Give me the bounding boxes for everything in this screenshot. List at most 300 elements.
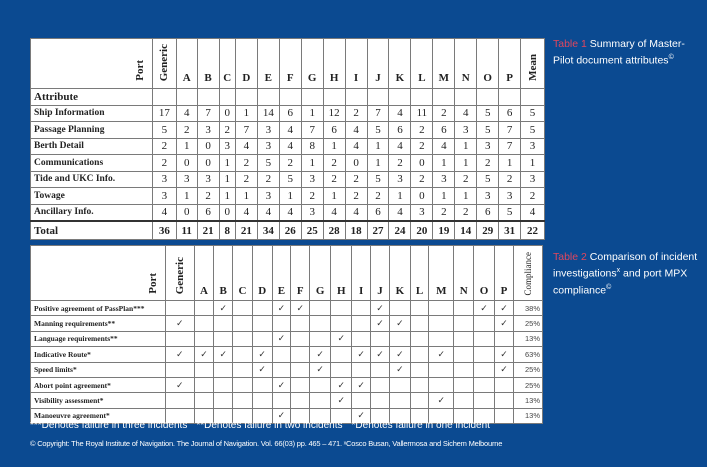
table-row xyxy=(31,122,545,139)
value-cell: 3 xyxy=(153,171,177,188)
empty-cell xyxy=(323,89,345,106)
value-cell: 2 xyxy=(499,171,521,188)
caption-text: Comparison of incident investigations xyxy=(553,251,698,280)
column-header: E xyxy=(272,246,291,301)
empty-cell xyxy=(252,377,272,392)
check-icon: ✓ xyxy=(389,316,410,331)
value-cell: 27 xyxy=(367,221,389,240)
value-cell: 5 xyxy=(477,105,499,122)
empty-cell xyxy=(371,362,390,377)
table-row xyxy=(31,188,545,205)
value-cell: 14 xyxy=(257,105,279,122)
row-label: Ship Information xyxy=(31,105,153,122)
value-cell: 0 xyxy=(219,204,235,221)
caption-label: Table 2 xyxy=(553,251,587,263)
value-cell: 3 xyxy=(257,188,279,205)
value-cell: 12 xyxy=(323,105,345,122)
check-icon: ✓ xyxy=(495,347,514,362)
value-cell: 25 xyxy=(301,221,323,240)
value-cell: 4 xyxy=(279,204,301,221)
value-cell: 22 xyxy=(521,221,545,240)
value-cell: 5 xyxy=(499,204,521,221)
check-icon: ✓ xyxy=(495,362,514,377)
value-cell: 1 xyxy=(455,188,477,205)
empty-cell xyxy=(454,347,474,362)
value-cell: 2 xyxy=(433,204,455,221)
value-cell: 1 xyxy=(323,188,345,205)
empty-cell xyxy=(410,393,428,408)
empty-cell xyxy=(429,301,454,316)
value-cell: 2 xyxy=(389,155,411,172)
check-icon: ✓ xyxy=(331,377,352,392)
check-icon: ✓ xyxy=(252,362,272,377)
table-1-caption xyxy=(553,37,703,68)
empty-cell xyxy=(279,89,301,106)
value-cell: 2 xyxy=(455,171,477,188)
value-cell: 6 xyxy=(389,122,411,139)
value-cell: 3 xyxy=(257,122,279,139)
value-cell: 7 xyxy=(235,122,257,139)
empty-cell xyxy=(252,331,272,346)
empty-cell xyxy=(371,393,390,408)
table-row xyxy=(31,347,543,362)
value-cell: 17 xyxy=(153,105,177,122)
value-cell: 3 xyxy=(477,138,499,155)
empty-cell xyxy=(389,301,410,316)
value-cell: 3 xyxy=(197,171,219,188)
check-icon: ✓ xyxy=(194,347,214,362)
empty-cell xyxy=(499,89,521,106)
column-header: N xyxy=(455,39,477,89)
empty-cell xyxy=(310,301,331,316)
check-icon: ✓ xyxy=(272,377,291,392)
column-header: O xyxy=(477,39,499,89)
value-cell: 2 xyxy=(521,188,545,205)
row-label: Total xyxy=(31,221,153,240)
table-row xyxy=(31,204,545,221)
check-icon: ✓ xyxy=(252,347,272,362)
table-1-header-row xyxy=(31,39,545,89)
empty-cell xyxy=(454,362,474,377)
value-cell: 2 xyxy=(219,122,235,139)
table-2-body xyxy=(31,301,543,424)
empty-cell xyxy=(521,89,545,106)
value-cell: 1 xyxy=(235,105,257,122)
check-icon: ✓ xyxy=(214,301,233,316)
value-cell: 6 xyxy=(323,122,345,139)
value-cell: 2 xyxy=(257,171,279,188)
table-row xyxy=(31,155,545,172)
value-cell: 1 xyxy=(219,171,235,188)
value-cell: 5 xyxy=(257,155,279,172)
column-header: J xyxy=(371,246,390,301)
compliance-value: 25% xyxy=(514,362,543,377)
value-cell: 7 xyxy=(499,122,521,139)
caption-label: Table 1 xyxy=(553,38,587,50)
check-icon: ✓ xyxy=(166,316,195,331)
empty-cell xyxy=(272,316,291,331)
total-row xyxy=(31,221,545,240)
empty-cell xyxy=(214,393,233,408)
value-cell: 2 xyxy=(235,171,257,188)
empty-cell xyxy=(352,393,371,408)
row-label: Communications xyxy=(31,155,153,172)
compliance-value: 13% xyxy=(514,393,543,408)
empty-cell xyxy=(410,362,428,377)
empty-cell xyxy=(371,377,390,392)
value-cell: 7 xyxy=(301,122,323,139)
empty-cell xyxy=(389,89,411,106)
table-2-container xyxy=(30,245,543,424)
empty-cell xyxy=(194,301,214,316)
value-cell: 2 xyxy=(345,171,367,188)
value-cell: 14 xyxy=(455,221,477,240)
empty-cell xyxy=(233,347,253,362)
column-header: B xyxy=(214,246,233,301)
row-label: Berth Detail xyxy=(31,138,153,155)
empty-cell xyxy=(410,377,428,392)
empty-cell xyxy=(367,89,389,106)
column-header: C xyxy=(219,39,235,89)
empty-cell xyxy=(410,301,428,316)
empty-cell xyxy=(454,393,474,408)
table-2-header-row xyxy=(31,246,543,301)
empty-cell xyxy=(474,393,495,408)
column-header: Mean xyxy=(521,39,545,89)
empty-cell xyxy=(166,331,195,346)
value-cell: 7 xyxy=(499,138,521,155)
value-cell: 1 xyxy=(176,188,197,205)
column-header: J xyxy=(367,39,389,89)
value-cell: 6 xyxy=(477,204,499,221)
empty-cell xyxy=(233,362,253,377)
empty-cell xyxy=(474,362,495,377)
caption-superscript: © xyxy=(668,54,674,61)
empty-cell xyxy=(389,377,410,392)
value-cell: 5 xyxy=(521,122,545,139)
table-2 xyxy=(30,245,543,424)
row-label: Manning requirements** xyxy=(31,316,166,331)
check-icon: ✓ xyxy=(310,347,331,362)
empty-cell xyxy=(331,316,352,331)
value-cell: 11 xyxy=(176,221,197,240)
column-header: O xyxy=(474,246,495,301)
value-cell: 36 xyxy=(153,221,177,240)
value-cell: 3 xyxy=(219,138,235,155)
check-icon: ✓ xyxy=(389,362,410,377)
value-cell: 3 xyxy=(301,204,323,221)
check-icon: ✓ xyxy=(272,408,291,423)
row-label: Indicative Route* xyxy=(31,347,166,362)
empty-cell xyxy=(429,316,454,331)
value-cell: 5 xyxy=(153,122,177,139)
check-icon: ✓ xyxy=(495,301,514,316)
check-icon: ✓ xyxy=(272,301,291,316)
empty-cell xyxy=(233,316,253,331)
value-cell: 1 xyxy=(219,155,235,172)
empty-cell xyxy=(233,393,253,408)
value-cell: 7 xyxy=(197,105,219,122)
caption-superscript: x xyxy=(616,267,621,274)
empty-cell xyxy=(235,89,257,106)
value-cell: 3 xyxy=(389,171,411,188)
value-cell: 1 xyxy=(279,188,301,205)
empty-cell xyxy=(411,89,433,106)
empty-cell xyxy=(454,316,474,331)
value-cell: 8 xyxy=(301,138,323,155)
empty-cell xyxy=(252,301,272,316)
empty-cell xyxy=(352,331,371,346)
value-cell: 4 xyxy=(257,204,279,221)
value-cell: 0 xyxy=(411,188,433,205)
empty-cell xyxy=(233,301,253,316)
table-row xyxy=(31,105,545,122)
empty-cell xyxy=(166,393,195,408)
value-cell: 0 xyxy=(176,204,197,221)
value-cell: 2 xyxy=(345,188,367,205)
value-cell: 4 xyxy=(389,138,411,155)
value-cell: 1 xyxy=(367,138,389,155)
value-cell: 3 xyxy=(176,171,197,188)
value-cell: 0 xyxy=(197,155,219,172)
column-header: L xyxy=(410,246,428,301)
column-header: F xyxy=(291,246,310,301)
column-header: H xyxy=(331,246,352,301)
empty-cell xyxy=(219,89,235,106)
value-cell: 1 xyxy=(235,188,257,205)
table-2-caption xyxy=(553,250,703,297)
empty-cell xyxy=(291,316,310,331)
value-cell: 4 xyxy=(389,105,411,122)
empty-cell xyxy=(352,362,371,377)
check-icon: ✓ xyxy=(371,316,390,331)
compliance-value: 25% xyxy=(514,316,543,331)
column-header: K xyxy=(389,39,411,89)
value-cell: 1 xyxy=(367,155,389,172)
value-cell: 4 xyxy=(279,138,301,155)
value-cell: 4 xyxy=(345,122,367,139)
check-icon: ✓ xyxy=(495,316,514,331)
value-cell: 4 xyxy=(323,204,345,221)
check-icon: ✓ xyxy=(291,301,310,316)
row-label: Positive agreement of PassPlan*** xyxy=(31,301,166,316)
column-header: Generic xyxy=(153,39,177,89)
value-cell: 1 xyxy=(301,155,323,172)
value-cell: 4 xyxy=(345,204,367,221)
value-cell: 34 xyxy=(257,221,279,240)
footnote-two: **Denotes failure in two incidents xyxy=(196,420,343,431)
empty-cell xyxy=(331,301,352,316)
empty-cell xyxy=(389,393,410,408)
empty-cell xyxy=(433,89,455,106)
empty-cell xyxy=(194,316,214,331)
empty-cell xyxy=(474,316,495,331)
value-cell: 6 xyxy=(367,204,389,221)
check-icon: ✓ xyxy=(331,393,352,408)
column-header: P xyxy=(499,39,521,89)
empty-cell xyxy=(166,362,195,377)
row-label: Passage Planning xyxy=(31,122,153,139)
value-cell: 29 xyxy=(477,221,499,240)
value-cell: 5 xyxy=(521,105,545,122)
value-cell: 3 xyxy=(455,122,477,139)
empty-cell xyxy=(410,331,428,346)
empty-cell xyxy=(474,347,495,362)
attribute-header: Attribute xyxy=(31,89,153,106)
column-header: L xyxy=(411,39,433,89)
value-cell: 1 xyxy=(521,155,545,172)
empty-cell xyxy=(272,393,291,408)
value-cell: 19 xyxy=(433,221,455,240)
value-cell: 20 xyxy=(411,221,433,240)
row-label: Towage xyxy=(31,188,153,205)
value-cell: 26 xyxy=(279,221,301,240)
empty-cell xyxy=(410,316,428,331)
empty-cell xyxy=(166,301,195,316)
check-icon: ✓ xyxy=(272,331,291,346)
check-icon: ✓ xyxy=(429,393,454,408)
value-cell: 4 xyxy=(235,204,257,221)
empty-cell xyxy=(214,377,233,392)
value-cell: 2 xyxy=(197,188,219,205)
empty-cell xyxy=(410,347,428,362)
value-cell: 1 xyxy=(433,188,455,205)
caption-superscript-2: © xyxy=(606,283,612,291)
value-cell: 2 xyxy=(301,188,323,205)
footnote-legend xyxy=(30,420,499,431)
value-cell: 1 xyxy=(323,138,345,155)
empty-cell xyxy=(331,362,352,377)
check-icon: ✓ xyxy=(389,347,410,362)
compliance-value: 63% xyxy=(514,347,543,362)
column-header: N xyxy=(454,246,474,301)
column-header: B xyxy=(197,39,219,89)
empty-cell xyxy=(301,89,323,106)
value-cell: 4 xyxy=(345,138,367,155)
value-cell: 0 xyxy=(219,105,235,122)
value-cell: 2 xyxy=(411,122,433,139)
empty-cell xyxy=(310,393,331,408)
caption-text-2: and port MPX compliance xyxy=(553,267,688,296)
row-label: Tide and UKC Info. xyxy=(31,171,153,188)
column-header: G xyxy=(301,39,323,89)
value-cell: 3 xyxy=(521,171,545,188)
value-cell: 2 xyxy=(433,105,455,122)
copyright-note: © Copyright: The Royal Institute of Navigation. The Journal of Navigation. Vol. 66(03) pp. 465 – 471. ˣCosco Busan, Vallermosa and Sichem Melbourne xyxy=(30,439,503,448)
empty-cell xyxy=(194,377,214,392)
empty-cell xyxy=(272,362,291,377)
value-cell: 0 xyxy=(411,155,433,172)
column-header: D xyxy=(252,246,272,301)
value-cell: 3 xyxy=(257,138,279,155)
compliance-value: 13% xyxy=(514,408,543,423)
value-cell: 2 xyxy=(455,204,477,221)
value-cell: 3 xyxy=(521,138,545,155)
table-row xyxy=(31,393,543,408)
value-cell: 4 xyxy=(455,105,477,122)
table-row xyxy=(31,362,543,377)
empty-cell xyxy=(153,89,177,106)
empty-cell xyxy=(352,316,371,331)
column-header: M xyxy=(433,39,455,89)
empty-cell xyxy=(291,362,310,377)
check-icon: ✓ xyxy=(371,301,390,316)
value-cell: 11 xyxy=(411,105,433,122)
row-label: Abort point agreement* xyxy=(31,377,166,392)
empty-cell xyxy=(454,377,474,392)
column-header: F xyxy=(279,39,301,89)
value-cell: 4 xyxy=(279,122,301,139)
value-cell: 3 xyxy=(301,171,323,188)
value-cell: 5 xyxy=(279,171,301,188)
table-1-body xyxy=(31,89,545,240)
value-cell: 5 xyxy=(477,171,499,188)
value-cell: 2 xyxy=(235,155,257,172)
value-cell: 2 xyxy=(411,138,433,155)
empty-cell xyxy=(495,393,514,408)
column-header: E xyxy=(257,39,279,89)
check-icon: ✓ xyxy=(352,347,371,362)
empty-cell xyxy=(345,89,367,106)
value-cell: 21 xyxy=(235,221,257,240)
value-cell: 3 xyxy=(499,188,521,205)
check-icon: ✓ xyxy=(474,301,495,316)
value-cell: 0 xyxy=(345,155,367,172)
value-cell: 8 xyxy=(219,221,235,240)
check-icon: ✓ xyxy=(331,331,352,346)
table-row xyxy=(31,316,543,331)
column-header: I xyxy=(352,246,371,301)
column-header: G xyxy=(310,246,331,301)
table-1-container xyxy=(30,38,545,240)
column-header: Generic xyxy=(166,246,195,301)
empty-cell xyxy=(257,89,279,106)
table-row xyxy=(31,171,545,188)
empty-cell xyxy=(310,377,331,392)
check-icon: ✓ xyxy=(166,377,195,392)
empty-cell xyxy=(214,316,233,331)
column-header: I xyxy=(345,39,367,89)
check-icon: ✓ xyxy=(429,347,454,362)
table-row xyxy=(31,301,543,316)
empty-cell xyxy=(272,347,291,362)
empty-cell xyxy=(495,331,514,346)
value-cell: 2 xyxy=(323,171,345,188)
empty-cell xyxy=(233,377,253,392)
empty-cell xyxy=(310,331,331,346)
value-cell: 1 xyxy=(433,155,455,172)
empty-cell xyxy=(477,89,499,106)
empty-cell xyxy=(429,377,454,392)
empty-cell xyxy=(233,331,253,346)
compliance-header: Compliance xyxy=(514,246,543,301)
value-cell: 6 xyxy=(279,105,301,122)
empty-cell xyxy=(371,331,390,346)
value-cell: 2 xyxy=(345,105,367,122)
empty-cell xyxy=(455,89,477,106)
row-label: Speed limits* xyxy=(31,362,166,377)
port-header: Port xyxy=(31,39,153,89)
value-cell: 4 xyxy=(389,204,411,221)
column-header: P xyxy=(495,246,514,301)
value-cell: 2 xyxy=(176,122,197,139)
check-icon: ✓ xyxy=(352,377,371,392)
value-cell: 3 xyxy=(153,188,177,205)
caption-text: Summary of Master-Pilot document attributes xyxy=(553,38,685,67)
check-icon: ✓ xyxy=(310,362,331,377)
value-cell: 28 xyxy=(323,221,345,240)
row-label: Visibility assessment* xyxy=(31,393,166,408)
